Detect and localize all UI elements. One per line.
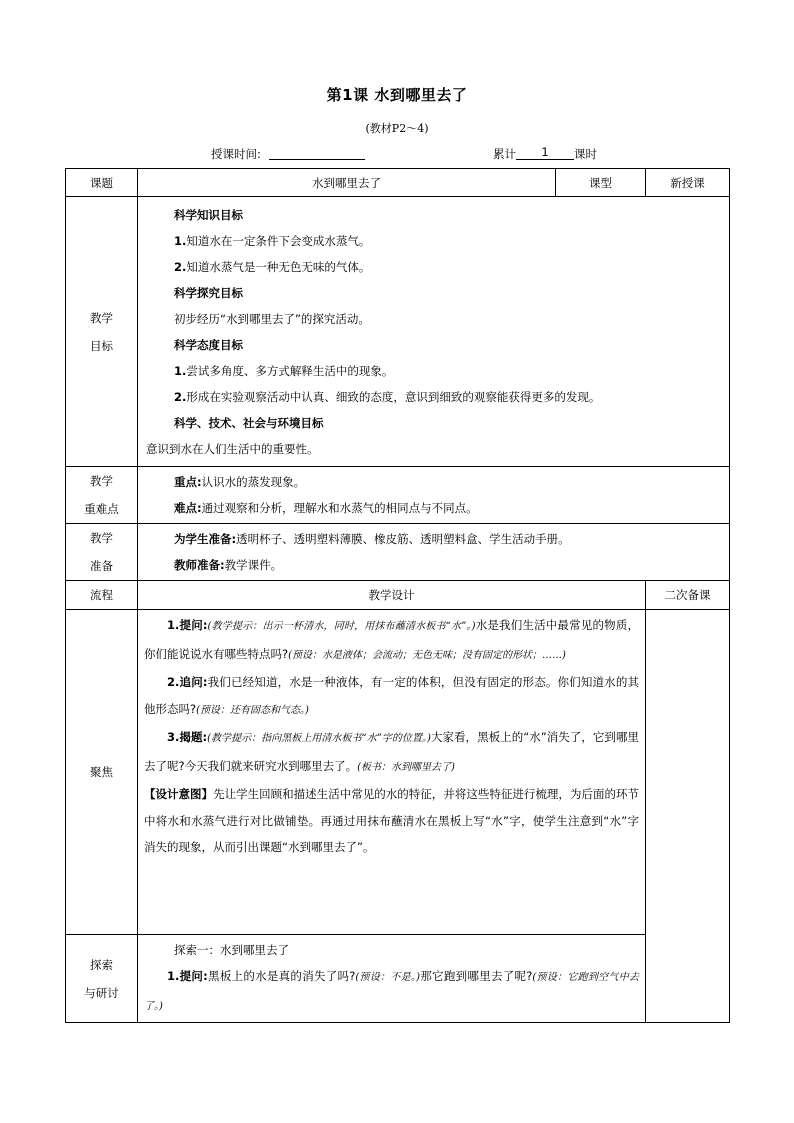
explore-content: [138, 935, 646, 1023]
prep-label-line1: 教学: [90, 531, 113, 545]
topic-label: 课题: [66, 169, 138, 197]
topic-value: 水到哪里去了: [138, 169, 556, 197]
goals-label-line1: 教学: [90, 310, 113, 325]
explore-row: [66, 935, 730, 1023]
goals-label-line2: 目标: [90, 338, 113, 353]
teaching-time-info: [211, 146, 365, 162]
flow-header-row: [66, 581, 730, 610]
key-point: 重点:认识水的蒸发现象。: [174, 475, 306, 489]
flow-header-revision: 二次备课: [646, 581, 730, 610]
total-periods-info: [493, 146, 597, 162]
attitude-goal-heading: 科学态度目标: [174, 337, 243, 352]
attitude-goal-1: 1.尝试多角度、多方式解释生活中的现象。: [174, 363, 394, 378]
focus-question-3: 3.揭题:(教学提示：指向黑板上用清水板书“水”字的位置。)大家看，黑板上的“水”消失了，它到哪里去了呢?今天我们就来研究水到哪里去了。(板书：水到哪里去了): [144, 730, 639, 773]
prep-label: [66, 524, 138, 581]
difficult-point: 难点:通过观察和分析，理解水和水蒸气的相同点与不同点。: [174, 501, 478, 515]
topic-row: [66, 169, 730, 197]
teaching-time-label: 授课时间:: [211, 147, 261, 161]
flow-header-process: 流程: [66, 581, 138, 610]
key-points-label: [66, 467, 138, 524]
student-prep: 为学生准备:透明杯子、透明塑料薄膜、橡皮筋、透明塑料盒、学生活动手册。: [174, 532, 570, 546]
teacher-prep: 教师准备:教学课件。: [174, 558, 283, 572]
teaching-time-blank: [269, 146, 365, 160]
explore-question-1: 1.提问:黑板上的水是真的消失了吗?(预设：不是。)那它跑到哪里去了呢?(预设：它跑到空气中去了。): [144, 969, 639, 1012]
sts-goal-1: 意识到水在人们生活中的重要性。: [146, 441, 319, 456]
design-intent: 【设计意图】先让学生回顾和描述生活中常见的水的特征，并将这些特征进行梳理，为后面的环节中将水和水蒸气进行对比做铺垫。再通过用抹布蘸清水在黑板上写“水”字，使学生注意到“水”字消失的现象，从而引出课题“水到哪里去了”。: [144, 787, 640, 854]
explore-label-line1: 探索: [90, 957, 113, 972]
inquiry-goal-heading: 科学探究目标: [174, 285, 243, 300]
key-points-label-line1: 教学: [90, 474, 113, 488]
focus-label: 聚焦: [66, 610, 138, 935]
lesson-title: 第1课 水到哪里去了: [326, 86, 468, 104]
knowledge-goal-1: 1.知道水在一定条件下会变成水蒸气。: [174, 233, 371, 248]
explore-label-line2: 与研讨: [84, 985, 119, 1000]
period-unit: 课时: [574, 147, 597, 161]
prep-row: [66, 524, 730, 581]
key-points-row: [66, 467, 730, 524]
prep-label-line2: 准备: [90, 559, 113, 573]
focus-question-1: 1.提问:(教学提示：出示一杯清水，同时，用抹布蘸清水板书“水”。)水是我们生活中最常见的物质，你们能说说水有哪些特点吗?(预设：水是液体；会流动；无色无味；没有固定的形状；……): [144, 618, 639, 661]
total-periods-label: 累计: [493, 147, 516, 161]
goals-row: [66, 197, 730, 467]
focus-content: [138, 610, 646, 935]
explore-label: [66, 935, 138, 1023]
attitude-goal-2: 2.形成在实验观察活动中认真、细致的态度，意识到细致的观察能获得更多的发现。: [174, 389, 601, 404]
key-points-content: [138, 467, 730, 524]
lesson-plan-table: [65, 168, 730, 1023]
prep-content: [138, 524, 730, 581]
flow-header-design: 教学设计: [138, 581, 646, 610]
focus-row: [66, 610, 730, 935]
revision-column: [646, 610, 730, 1023]
total-periods-value: 1: [516, 146, 574, 160]
sts-goal-heading: 科学、技术、社会与环境目标: [174, 415, 324, 430]
lesson-type-value: 新授课: [646, 169, 730, 197]
key-points-label-line2: 重难点: [84, 502, 119, 516]
goals-label: [66, 197, 138, 467]
inquiry-goal-1: 初步经历“水到哪里去了”的探究活动。: [174, 311, 370, 326]
explore-heading: 探索一：水到哪里去了: [174, 943, 289, 957]
goals-content: [138, 197, 730, 467]
knowledge-goal-2: 2.知道水蒸气是一种无色无味的气体。: [174, 259, 371, 274]
textbook-pages: (教材P2～4): [365, 122, 429, 135]
knowledge-goal-heading: 科学知识目标: [174, 207, 243, 222]
lesson-type-label: 课型: [556, 169, 646, 197]
focus-question-2: 2.追问:我们已经知道，水是一种液体，有一定的体积，但没有固定的形态。你们知道水的其他形态吗?(预设：还有固态和气态。): [144, 675, 639, 716]
